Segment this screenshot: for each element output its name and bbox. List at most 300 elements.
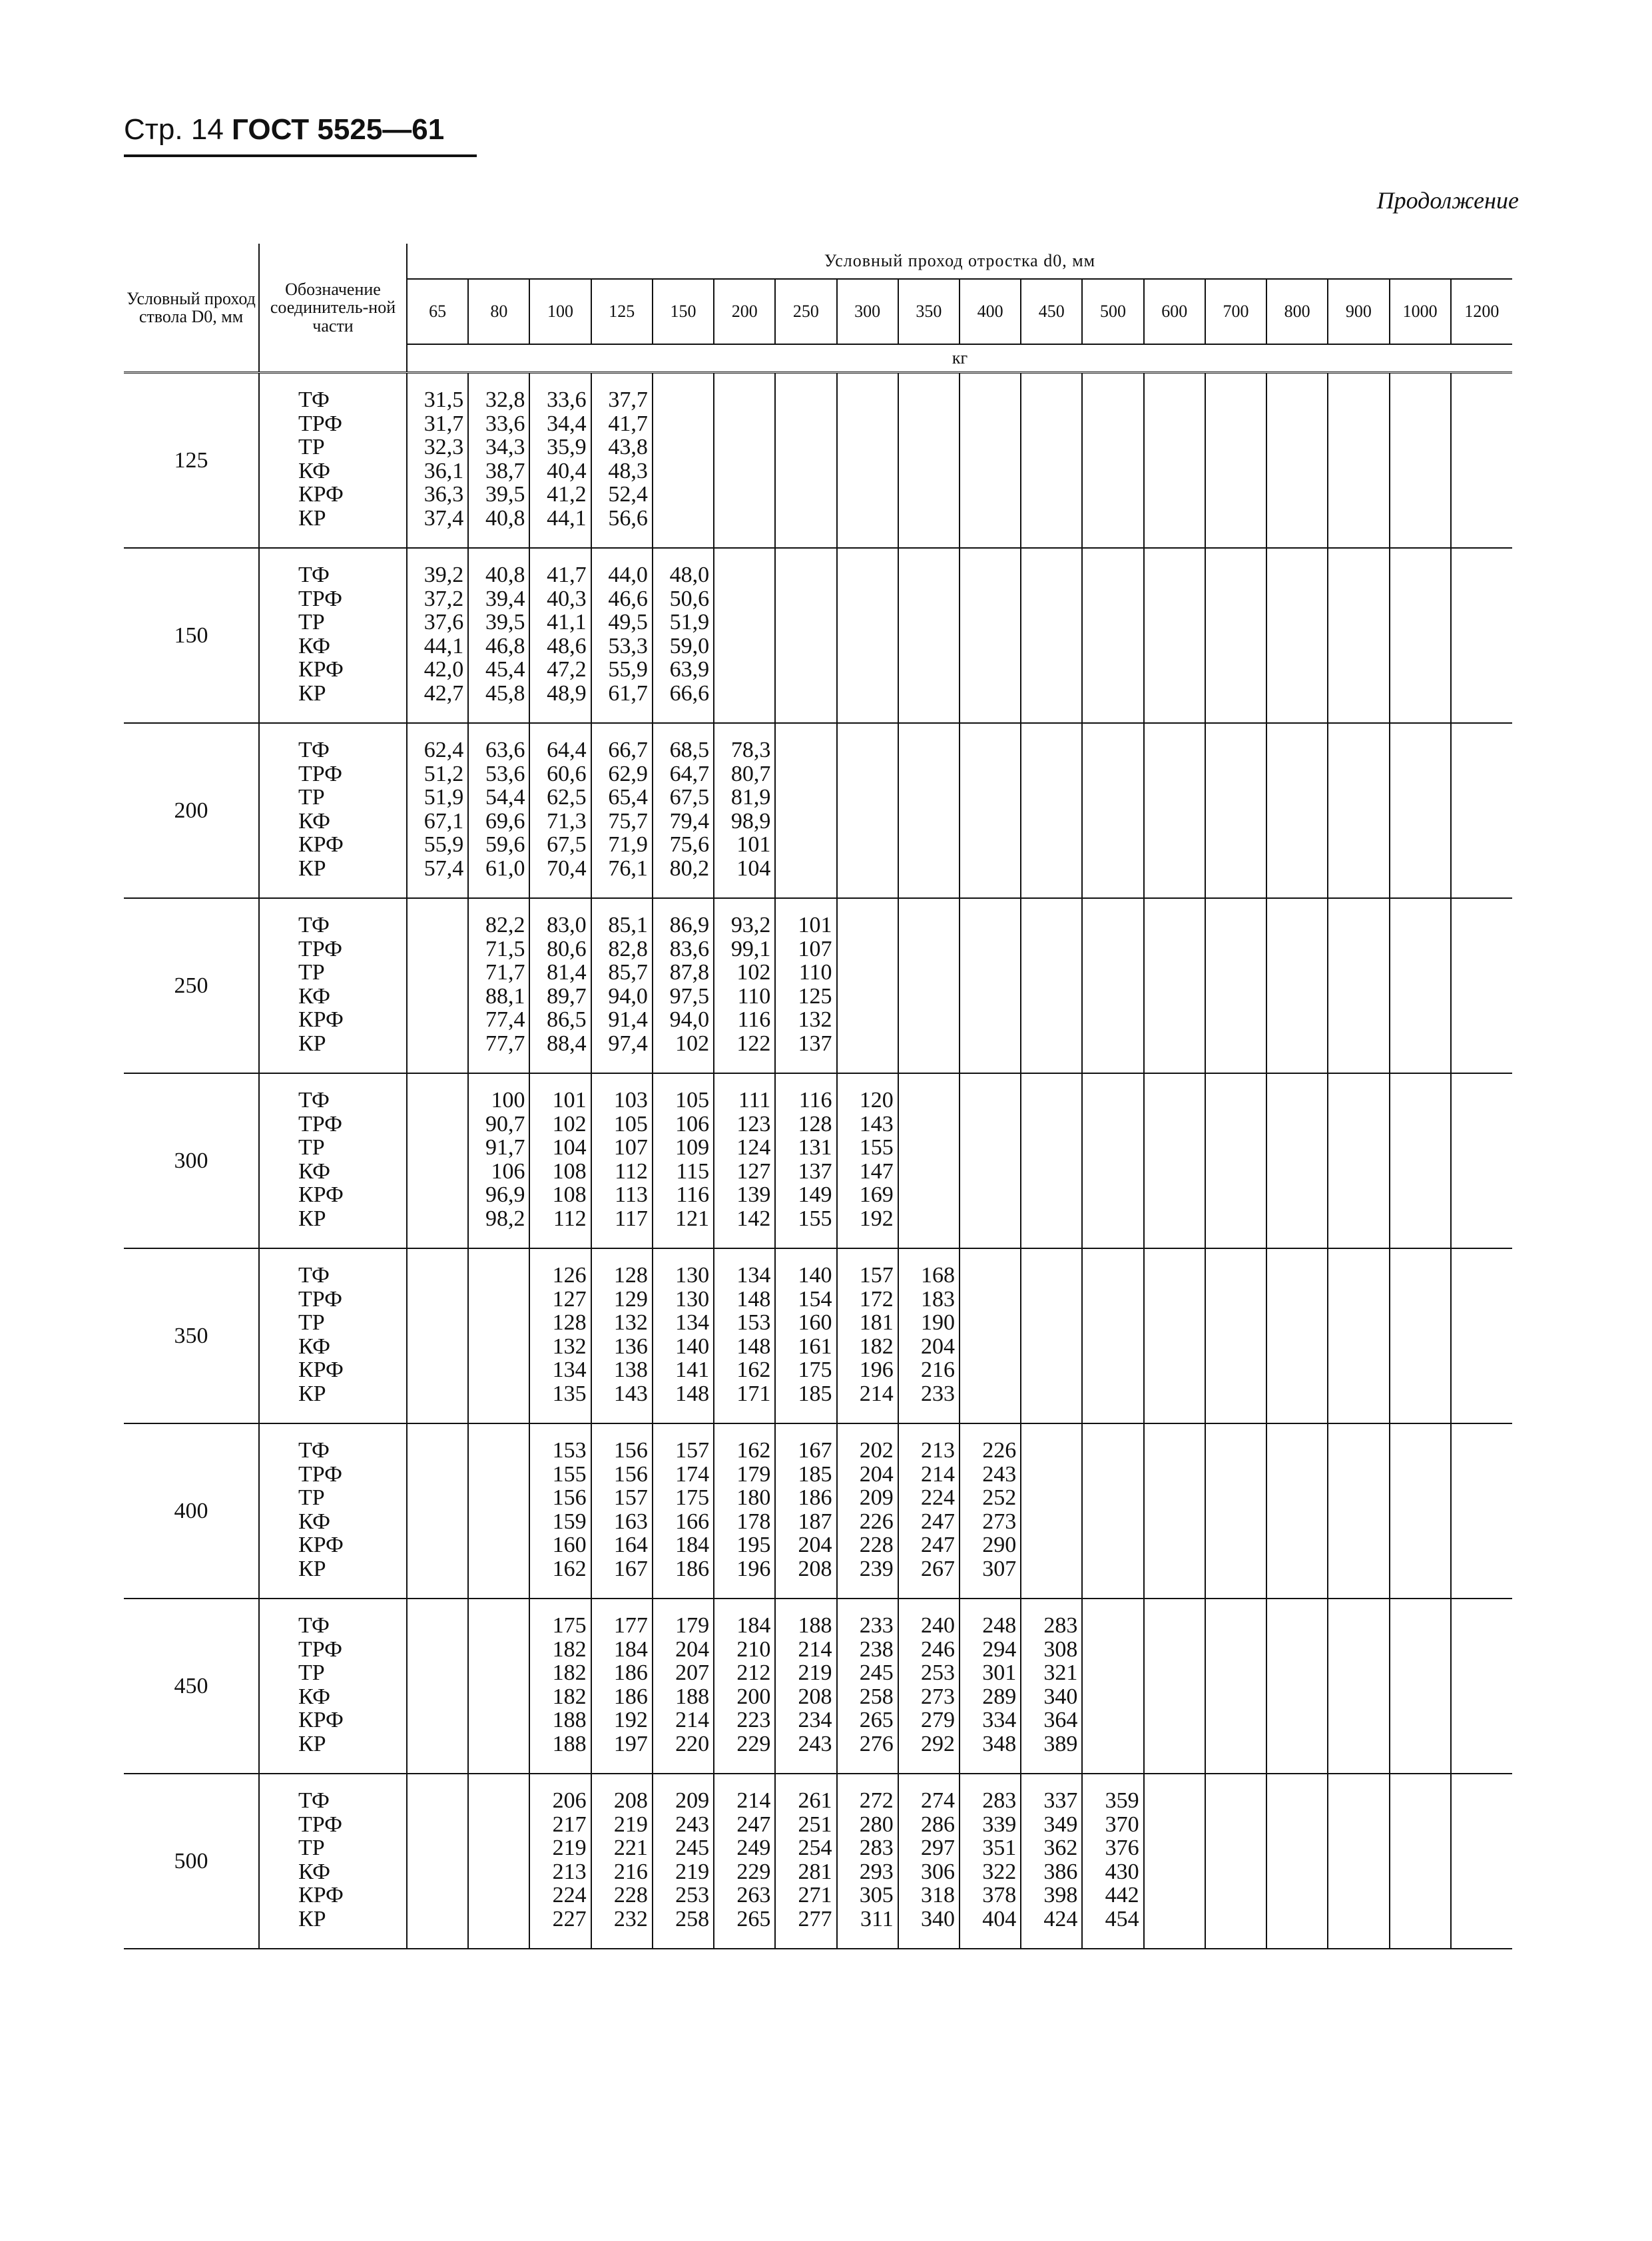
weight-value: 188 <box>552 1731 587 1756</box>
weight-value: 442 <box>1105 1883 1139 1907</box>
value-cell-800 <box>1266 898 1328 1073</box>
value-cell-100 <box>529 1248 591 1423</box>
weight-value: 128 <box>798 1111 832 1136</box>
value-cell-250 <box>775 898 836 1073</box>
value-cell-80 <box>468 373 529 549</box>
value-cell-900 <box>1328 723 1389 898</box>
weight-value: 117 <box>615 1206 648 1231</box>
value-cell-600 <box>1144 548 1205 723</box>
weight-value: 96,9 <box>485 1182 525 1207</box>
weight-value: 273 <box>920 1684 955 1709</box>
weight-value: 80,7 <box>730 761 771 786</box>
weight-value: 112 <box>615 1158 648 1184</box>
designation-label: ТРФ <box>298 1461 342 1487</box>
value-cell-300 <box>837 898 898 1073</box>
value-cell-200 <box>714 1073 775 1248</box>
value-cell-700 <box>1205 1248 1266 1423</box>
designation-label: КРФ <box>298 657 344 682</box>
weight-value: 45,4 <box>485 657 525 682</box>
weight-value: 182 <box>552 1684 587 1709</box>
value-cell-200 <box>714 373 775 549</box>
weight-value: 134 <box>552 1358 587 1382</box>
weight-value: 162 <box>552 1556 587 1581</box>
weight-value: 75,7 <box>608 808 648 834</box>
weight-value: 135 <box>552 1381 587 1406</box>
weight-value: 167 <box>798 1438 832 1463</box>
weight-value: 102 <box>736 960 771 985</box>
weight-value: 340 <box>1043 1684 1078 1709</box>
weight-value: 77,4 <box>485 1007 525 1032</box>
weight-value: 101 <box>552 1088 587 1113</box>
branch-size-100: 100 <box>529 279 591 344</box>
weight-value: 184 <box>613 1636 648 1662</box>
weight-value: 81,4 <box>547 960 587 985</box>
value-cell-250 <box>775 1423 836 1599</box>
value-cell-250 <box>775 373 836 549</box>
weight-value: 71,5 <box>485 936 525 961</box>
weight-value: 204 <box>675 1636 710 1662</box>
weight-value: 66,7 <box>608 738 648 762</box>
value-cell-1000 <box>1390 373 1451 549</box>
value-cell-65 <box>407 1248 468 1423</box>
weight-value: 280 <box>859 1812 894 1837</box>
weight-value: 35,9 <box>547 435 587 459</box>
weight-value: 142 <box>736 1206 771 1231</box>
weight-value: 283 <box>859 1836 894 1860</box>
weight-value: 67,5 <box>669 785 710 810</box>
weight-value: 286 <box>920 1812 955 1837</box>
weight-value: 122 <box>736 1031 771 1056</box>
value-cell-700 <box>1205 1599 1266 1774</box>
weight-value: 32,3 <box>423 435 464 459</box>
value-cell-65 <box>407 898 468 1073</box>
value-cell-1200 <box>1451 1248 1512 1423</box>
table-row <box>124 373 1512 549</box>
weight-value: 99,1 <box>730 936 771 961</box>
weight-value: 155 <box>859 1135 894 1160</box>
page-number: Стр. 14 <box>124 113 224 146</box>
weight-value: 348 <box>982 1731 1017 1756</box>
weight-value: 233 <box>859 1613 894 1638</box>
branch-size-250: 250 <box>775 279 836 344</box>
value-cell-1000 <box>1390 1248 1451 1423</box>
weight-value: 243 <box>675 1812 710 1837</box>
weight-value: 46,6 <box>608 586 648 611</box>
weight-value: 33,6 <box>547 387 587 412</box>
weight-value: 34,4 <box>547 411 587 436</box>
value-cell-80 <box>468 1073 529 1248</box>
value-cell-600 <box>1144 373 1205 549</box>
value-cell-400 <box>960 373 1021 549</box>
weight-value: 169 <box>859 1182 894 1207</box>
designation-label: КРФ <box>298 482 344 507</box>
weight-value: 132 <box>798 1007 832 1032</box>
weight-value: 107 <box>798 936 832 961</box>
value-cell-500 <box>1082 898 1143 1073</box>
value-cell-700 <box>1205 1073 1266 1248</box>
value-cell-100 <box>529 1774 591 1949</box>
weight-value: 454 <box>1105 1906 1139 1931</box>
weight-value: 234 <box>798 1708 832 1732</box>
weight-value: 210 <box>736 1636 771 1662</box>
designation-label: ТРФ <box>298 411 342 436</box>
weight-value: 197 <box>613 1731 648 1756</box>
value-cell-350 <box>898 898 960 1073</box>
branch-size-500: 500 <box>1082 279 1143 344</box>
weight-value: 44,0 <box>608 563 648 587</box>
weight-value: 97,4 <box>608 1031 648 1056</box>
branch-size-header: Условный проход отростка d0, мм <box>407 244 1512 279</box>
designation-cell <box>259 1248 407 1423</box>
weight-value: 337 <box>1043 1788 1078 1813</box>
value-cell-100 <box>529 1073 591 1248</box>
weight-value: 108 <box>552 1182 587 1207</box>
value-cell-200 <box>714 1774 775 1949</box>
value-cell-400 <box>960 723 1021 898</box>
weight-value: 148 <box>736 1286 771 1312</box>
weight-value: 103 <box>613 1088 648 1113</box>
weight-value: 232 <box>613 1906 648 1931</box>
weight-value: 196 <box>736 1556 771 1581</box>
weight-value: 86,9 <box>669 913 710 937</box>
weight-value: 83,6 <box>669 936 710 961</box>
weight-value: 229 <box>736 1859 771 1884</box>
weight-value: 251 <box>798 1812 832 1837</box>
value-cell-350 <box>898 1774 960 1949</box>
weight-value: 279 <box>920 1708 955 1732</box>
value-cell-250 <box>775 1073 836 1248</box>
weight-value: 301 <box>982 1660 1017 1685</box>
designation-label: КР <box>298 1731 326 1756</box>
branch-size-1200: 1200 <box>1451 279 1512 344</box>
weight-value: 349 <box>1043 1812 1078 1837</box>
value-cell-800 <box>1266 723 1328 898</box>
table-row <box>124 1073 1512 1248</box>
trunk-size-cell: 300 <box>124 1073 259 1248</box>
designation-label: КФ <box>298 458 331 483</box>
value-cell-100 <box>529 1599 591 1774</box>
weight-value: 87,8 <box>669 960 710 985</box>
weight-value: 79,4 <box>669 808 710 834</box>
designation-cell <box>259 548 407 723</box>
weight-value: 271 <box>798 1883 832 1907</box>
value-cell-400 <box>960 1423 1021 1599</box>
value-cell-1000 <box>1390 1774 1451 1949</box>
weight-value: 116 <box>737 1007 771 1032</box>
weight-value: 40,4 <box>547 458 587 483</box>
designation-label: КР <box>298 1031 326 1056</box>
weight-value: 53,6 <box>485 761 525 786</box>
weight-value: 175 <box>552 1613 587 1638</box>
value-cell-100 <box>529 1423 591 1599</box>
weight-value: 59,0 <box>669 633 710 658</box>
weight-value: 248 <box>982 1613 1017 1638</box>
weight-value: 213 <box>552 1859 587 1884</box>
designation-label: ТФ <box>298 1788 330 1813</box>
weight-value: 112 <box>553 1206 587 1231</box>
value-cell-100 <box>529 723 591 898</box>
weight-value: 404 <box>982 1906 1017 1931</box>
value-cell-125 <box>591 723 653 898</box>
value-cell-1200 <box>1451 1774 1512 1949</box>
continuation-label: Продолжение <box>1376 187 1519 214</box>
weight-value: 125 <box>798 983 832 1009</box>
value-cell-400 <box>960 548 1021 723</box>
weight-value: 181 <box>859 1310 894 1335</box>
weight-value: 219 <box>675 1859 710 1884</box>
value-cell-250 <box>775 1248 836 1423</box>
value-cell-1000 <box>1390 1073 1451 1248</box>
weight-value: 67,1 <box>423 808 464 834</box>
value-cell-125 <box>591 373 653 549</box>
weight-value: 339 <box>982 1812 1017 1837</box>
weight-value: 85,7 <box>608 960 648 985</box>
weight-value: 136 <box>613 1334 648 1359</box>
weight-value: 227 <box>552 1906 587 1931</box>
weight-value: 33,6 <box>485 411 525 436</box>
weight-value: 105 <box>675 1088 710 1113</box>
weight-value: 216 <box>920 1358 955 1382</box>
weight-value: 62,9 <box>608 761 648 786</box>
weight-value: 195 <box>736 1533 771 1557</box>
weight-value: 61,7 <box>608 680 648 706</box>
value-cell-450 <box>1021 723 1082 898</box>
table-row <box>124 1599 1512 1774</box>
trunk-size-cell: 150 <box>124 548 259 723</box>
designation-label: КФ <box>298 1334 331 1359</box>
weight-value: 102 <box>675 1031 710 1056</box>
designation-label: ТРФ <box>298 1286 342 1312</box>
weight-value: 140 <box>798 1263 832 1288</box>
weight-value: 177 <box>613 1613 648 1638</box>
weight-value: 44,1 <box>547 505 587 531</box>
value-cell-450 <box>1021 373 1082 549</box>
branch-size-150: 150 <box>653 279 714 344</box>
weight-value: 137 <box>798 1158 832 1184</box>
branch-size-65: 65 <box>407 279 468 344</box>
weight-value: 263 <box>736 1883 771 1907</box>
value-cell-1200 <box>1451 548 1512 723</box>
value-cell-700 <box>1205 1774 1266 1949</box>
designation-label: ТР <box>298 1660 325 1685</box>
branch-size-800: 800 <box>1266 279 1328 344</box>
weight-value: 37,6 <box>423 610 464 634</box>
value-cell-1200 <box>1451 1073 1512 1248</box>
weight-value: 247 <box>736 1812 771 1837</box>
designation-label: ТРФ <box>298 1636 342 1662</box>
value-cell-65 <box>407 548 468 723</box>
branch-size-700: 700 <box>1205 279 1266 344</box>
weight-value: 89,7 <box>547 983 587 1009</box>
value-cell-80 <box>468 898 529 1073</box>
weight-value: 209 <box>675 1788 710 1813</box>
weight-value: 123 <box>736 1111 771 1136</box>
weight-value: 116 <box>676 1182 710 1207</box>
value-cell-150 <box>653 1423 714 1599</box>
weight-value: 40,8 <box>485 563 525 587</box>
weight-value: 127 <box>736 1158 771 1184</box>
weight-value: 265 <box>859 1708 894 1732</box>
value-cell-125 <box>591 1073 653 1248</box>
weight-value: 61,0 <box>485 856 525 881</box>
weight-value: 62,5 <box>547 785 587 810</box>
weight-value: 185 <box>798 1461 832 1487</box>
branch-size-1000: 1000 <box>1390 279 1451 344</box>
designation-label: КР <box>298 1906 326 1931</box>
trunk-size-cell: 125 <box>124 373 259 549</box>
weight-value: 267 <box>920 1556 955 1581</box>
weight-value: 59,6 <box>485 832 525 857</box>
page-header <box>124 113 444 146</box>
weight-value: 54,4 <box>485 785 525 810</box>
weight-value: 162 <box>736 1358 771 1382</box>
weight-value: 281 <box>798 1859 832 1884</box>
value-cell-350 <box>898 1423 960 1599</box>
weight-value: 200 <box>736 1684 771 1709</box>
designation-label: КР <box>298 680 326 706</box>
value-cell-500 <box>1082 1599 1143 1774</box>
weight-value: 233 <box>920 1381 955 1406</box>
designation-label: ТРФ <box>298 761 342 786</box>
value-cell-65 <box>407 1423 468 1599</box>
weight-value: 81,9 <box>730 785 771 810</box>
value-cell-65 <box>407 723 468 898</box>
weight-value: 166 <box>675 1509 710 1534</box>
weight-value: 208 <box>613 1788 648 1813</box>
value-cell-600 <box>1144 1599 1205 1774</box>
weight-value: 238 <box>859 1636 894 1662</box>
value-cell-250 <box>775 723 836 898</box>
value-cell-1200 <box>1451 373 1512 549</box>
value-cell-400 <box>960 898 1021 1073</box>
branch-size-900: 900 <box>1328 279 1389 344</box>
weight-value: 104 <box>736 856 771 881</box>
weight-value: 258 <box>859 1684 894 1709</box>
weight-value: 153 <box>552 1438 587 1463</box>
weight-value: 129 <box>613 1286 648 1312</box>
weight-value: 239 <box>859 1556 894 1581</box>
value-cell-300 <box>837 1774 898 1949</box>
weight-value: 214 <box>736 1788 771 1813</box>
weight-value: 161 <box>798 1334 832 1359</box>
value-cell-900 <box>1328 548 1389 723</box>
value-cell-300 <box>837 548 898 723</box>
designation-label: КР <box>298 1556 326 1581</box>
value-cell-125 <box>591 1599 653 1774</box>
designation-label: ТФ <box>298 913 330 937</box>
value-cell-300 <box>837 1073 898 1248</box>
weight-value: 91,4 <box>608 1007 648 1032</box>
weight-value: 188 <box>552 1708 587 1732</box>
weight-value: 102 <box>552 1111 587 1136</box>
value-cell-1000 <box>1390 898 1451 1073</box>
weight-value: 148 <box>675 1381 710 1406</box>
value-cell-900 <box>1328 373 1389 549</box>
weight-value: 192 <box>859 1206 894 1231</box>
designation-label: ТРФ <box>298 586 342 611</box>
weight-value: 69,6 <box>485 808 525 834</box>
weight-value: 213 <box>920 1438 955 1463</box>
value-cell-450 <box>1021 1599 1082 1774</box>
designation-cell <box>259 1423 407 1599</box>
value-cell-800 <box>1266 1073 1328 1248</box>
weight-value: 120 <box>859 1088 894 1113</box>
value-cell-700 <box>1205 723 1266 898</box>
weight-value: 180 <box>736 1485 771 1510</box>
value-cell-700 <box>1205 898 1266 1073</box>
weight-value: 253 <box>675 1883 710 1907</box>
weight-value: 204 <box>798 1533 832 1557</box>
weight-value: 283 <box>982 1788 1017 1813</box>
value-cell-450 <box>1021 1774 1082 1949</box>
weight-value: 42,0 <box>423 657 464 682</box>
trunk-size-header: Условный проход ствола D0, мм <box>124 244 259 373</box>
weight-value: 36,1 <box>423 458 464 483</box>
value-cell-100 <box>529 898 591 1073</box>
weight-value: 156 <box>552 1485 587 1510</box>
weight-value: 245 <box>675 1836 710 1860</box>
value-cell-1000 <box>1390 723 1451 898</box>
weight-value: 98,9 <box>730 808 771 834</box>
weight-value: 108 <box>552 1158 587 1184</box>
designation-label: КР <box>298 505 326 531</box>
weight-value: 174 <box>675 1461 710 1487</box>
weight-value: 224 <box>920 1485 955 1510</box>
weight-value: 48,9 <box>547 680 587 706</box>
weight-value: 283 <box>1043 1613 1078 1638</box>
value-cell-700 <box>1205 1423 1266 1599</box>
weight-value: 226 <box>982 1438 1017 1463</box>
branch-size-600: 600 <box>1144 279 1205 344</box>
weight-value: 34,3 <box>485 435 525 459</box>
value-cell-1000 <box>1390 1423 1451 1599</box>
weight-value: 306 <box>920 1859 955 1884</box>
weight-value: 77,7 <box>485 1031 525 1056</box>
weight-value: 186 <box>613 1684 648 1709</box>
weight-value: 186 <box>798 1485 832 1510</box>
value-cell-1200 <box>1451 723 1512 898</box>
weight-value: 178 <box>736 1509 771 1534</box>
weight-value: 185 <box>798 1381 832 1406</box>
value-cell-350 <box>898 373 960 549</box>
weight-value: 41,2 <box>547 482 587 507</box>
table-row <box>124 1774 1512 1949</box>
weight-value: 221 <box>613 1836 648 1860</box>
trunk-size-cell: 500 <box>124 1774 259 1949</box>
value-cell-500 <box>1082 548 1143 723</box>
weight-value: 246 <box>920 1636 955 1662</box>
value-cell-350 <box>898 1599 960 1774</box>
weight-value: 157 <box>859 1263 894 1288</box>
value-cell-500 <box>1082 1774 1143 1949</box>
value-cell-350 <box>898 1073 960 1248</box>
weight-value: 293 <box>859 1859 894 1884</box>
weight-value: 378 <box>982 1883 1017 1907</box>
weight-value: 130 <box>675 1286 710 1312</box>
weight-value: 139 <box>736 1182 771 1207</box>
weight-value: 179 <box>675 1613 710 1638</box>
designation-label: ТР <box>298 1135 325 1160</box>
value-cell-450 <box>1021 898 1082 1073</box>
table-row <box>124 1423 1512 1599</box>
designation-label: ТФ <box>298 387 330 412</box>
weight-value: 182 <box>552 1660 587 1685</box>
weight-value: 376 <box>1105 1836 1139 1860</box>
weight-value: 41,1 <box>547 610 587 634</box>
value-cell-600 <box>1144 898 1205 1073</box>
weight-value: 100 <box>491 1088 525 1113</box>
value-cell-600 <box>1144 1423 1205 1599</box>
